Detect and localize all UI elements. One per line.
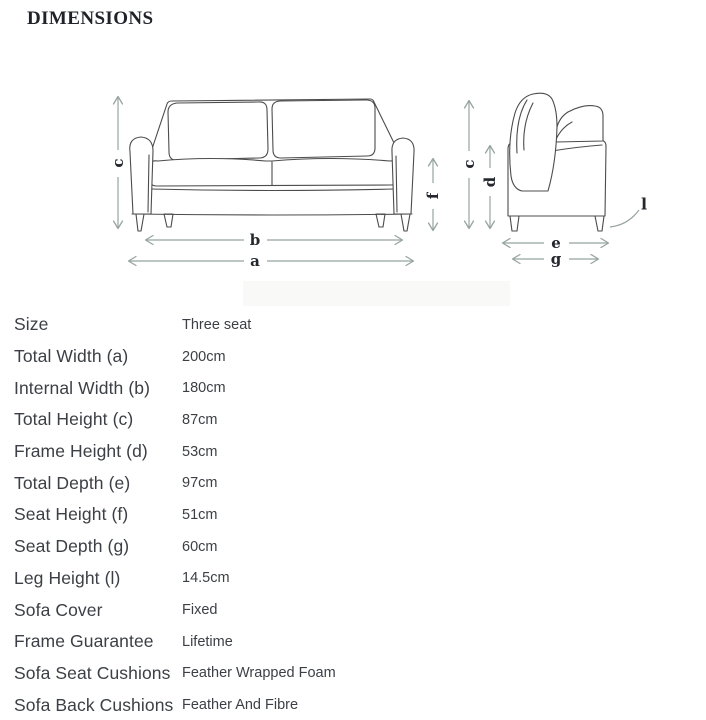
front-leg-outer-right: [401, 214, 410, 231]
front-arm-left: [130, 137, 153, 214]
spec-label: Sofa Seat Cushions: [14, 662, 171, 683]
spec-row-frame-height: [14, 436, 694, 468]
spec-label: Sofa Cover: [14, 599, 103, 620]
spec-label: Sofa Back Cushions: [14, 694, 174, 715]
front-leg-outer-left: [136, 214, 144, 231]
spec-value: 51cm: [182, 506, 218, 523]
spec-value: 97cm: [182, 475, 218, 492]
spec-value: 14.5cm: [182, 570, 230, 587]
sofa-side-view: [508, 93, 606, 231]
spec-row-seat-depth: [14, 531, 694, 563]
spec-row-seat-height: [14, 499, 694, 531]
dimension-label-d: d: [481, 176, 499, 188]
spec-row-internal-width: [14, 372, 694, 404]
spec-value: Feather And Fibre: [182, 697, 299, 714]
front-leg-inner-right: [376, 214, 385, 227]
spec-row-size: [14, 309, 694, 341]
spec-label: Frame Height (d): [14, 441, 148, 462]
page-title: DIMENSIONS: [27, 8, 154, 29]
spec-table: [14, 309, 694, 720]
side-leg-left: [510, 216, 519, 231]
spec-value: Three seat: [182, 316, 252, 333]
spec-row-frame-guarantee: [14, 626, 694, 658]
dimension-label-a: a: [250, 252, 260, 270]
spec-label: Seat Height (f): [14, 504, 129, 525]
sofa-front-view: [130, 99, 414, 231]
spec-value: Feather Wrapped Foam: [182, 665, 336, 682]
spec-value: 87cm: [182, 411, 218, 428]
spec-label: Leg Height (l): [14, 567, 121, 588]
front-arm-right: [392, 138, 414, 214]
spec-row-total-width: [14, 341, 694, 373]
spec-label: Total Height (c): [14, 409, 134, 430]
spec-row-leg-height: [14, 563, 694, 595]
spec-label: Frame Guarantee: [14, 631, 154, 652]
dimension-label-e: e: [551, 234, 561, 252]
spec-row-back-cushions: [14, 689, 694, 720]
front-back-cushion-right: [272, 100, 375, 158]
spec-value: Fixed: [182, 602, 218, 619]
side-leg-right: [595, 216, 604, 231]
spec-label: Total Depth (e): [14, 472, 131, 493]
spec-label: Total Width (a): [14, 346, 129, 367]
leg-leader-line: [610, 210, 639, 227]
dimension-label-b: b: [249, 231, 261, 249]
spec-value: 180cm: [182, 380, 226, 397]
dimension-label-g: g: [550, 250, 562, 268]
spec-value: 53cm: [182, 443, 218, 460]
spec-value: 200cm: [182, 348, 226, 365]
spec-label: Seat Depth (g): [14, 536, 130, 557]
front-base-bottom: [132, 214, 412, 215]
spec-row-sofa-cover: [14, 594, 694, 626]
front-back-cushion-left: [168, 102, 268, 160]
dimension-label-f: f: [424, 192, 442, 200]
spec-row-seat-cushions: [14, 658, 694, 690]
sofa-dimensions-diagram: [0, 0, 706, 300]
front-seat-cushion: [149, 159, 399, 187]
spec-row-total-height: [14, 404, 694, 436]
spec-label: Size: [14, 314, 49, 335]
spec-value: Lifetime: [182, 633, 233, 650]
front-base-seam: [151, 189, 396, 191]
dimension-label-l: l: [640, 194, 648, 214]
spec-value: 60cm: [182, 538, 218, 555]
side-arm: [556, 106, 603, 142]
side-seat-top-line: [552, 145, 602, 151]
dimension-label-c-front: c: [109, 158, 127, 168]
spec-row-total-depth: [14, 467, 694, 499]
spec-label: Internal Width (b): [14, 377, 151, 398]
dimension-label-c-side: c: [460, 159, 478, 169]
front-leg-inner-left: [164, 214, 173, 227]
